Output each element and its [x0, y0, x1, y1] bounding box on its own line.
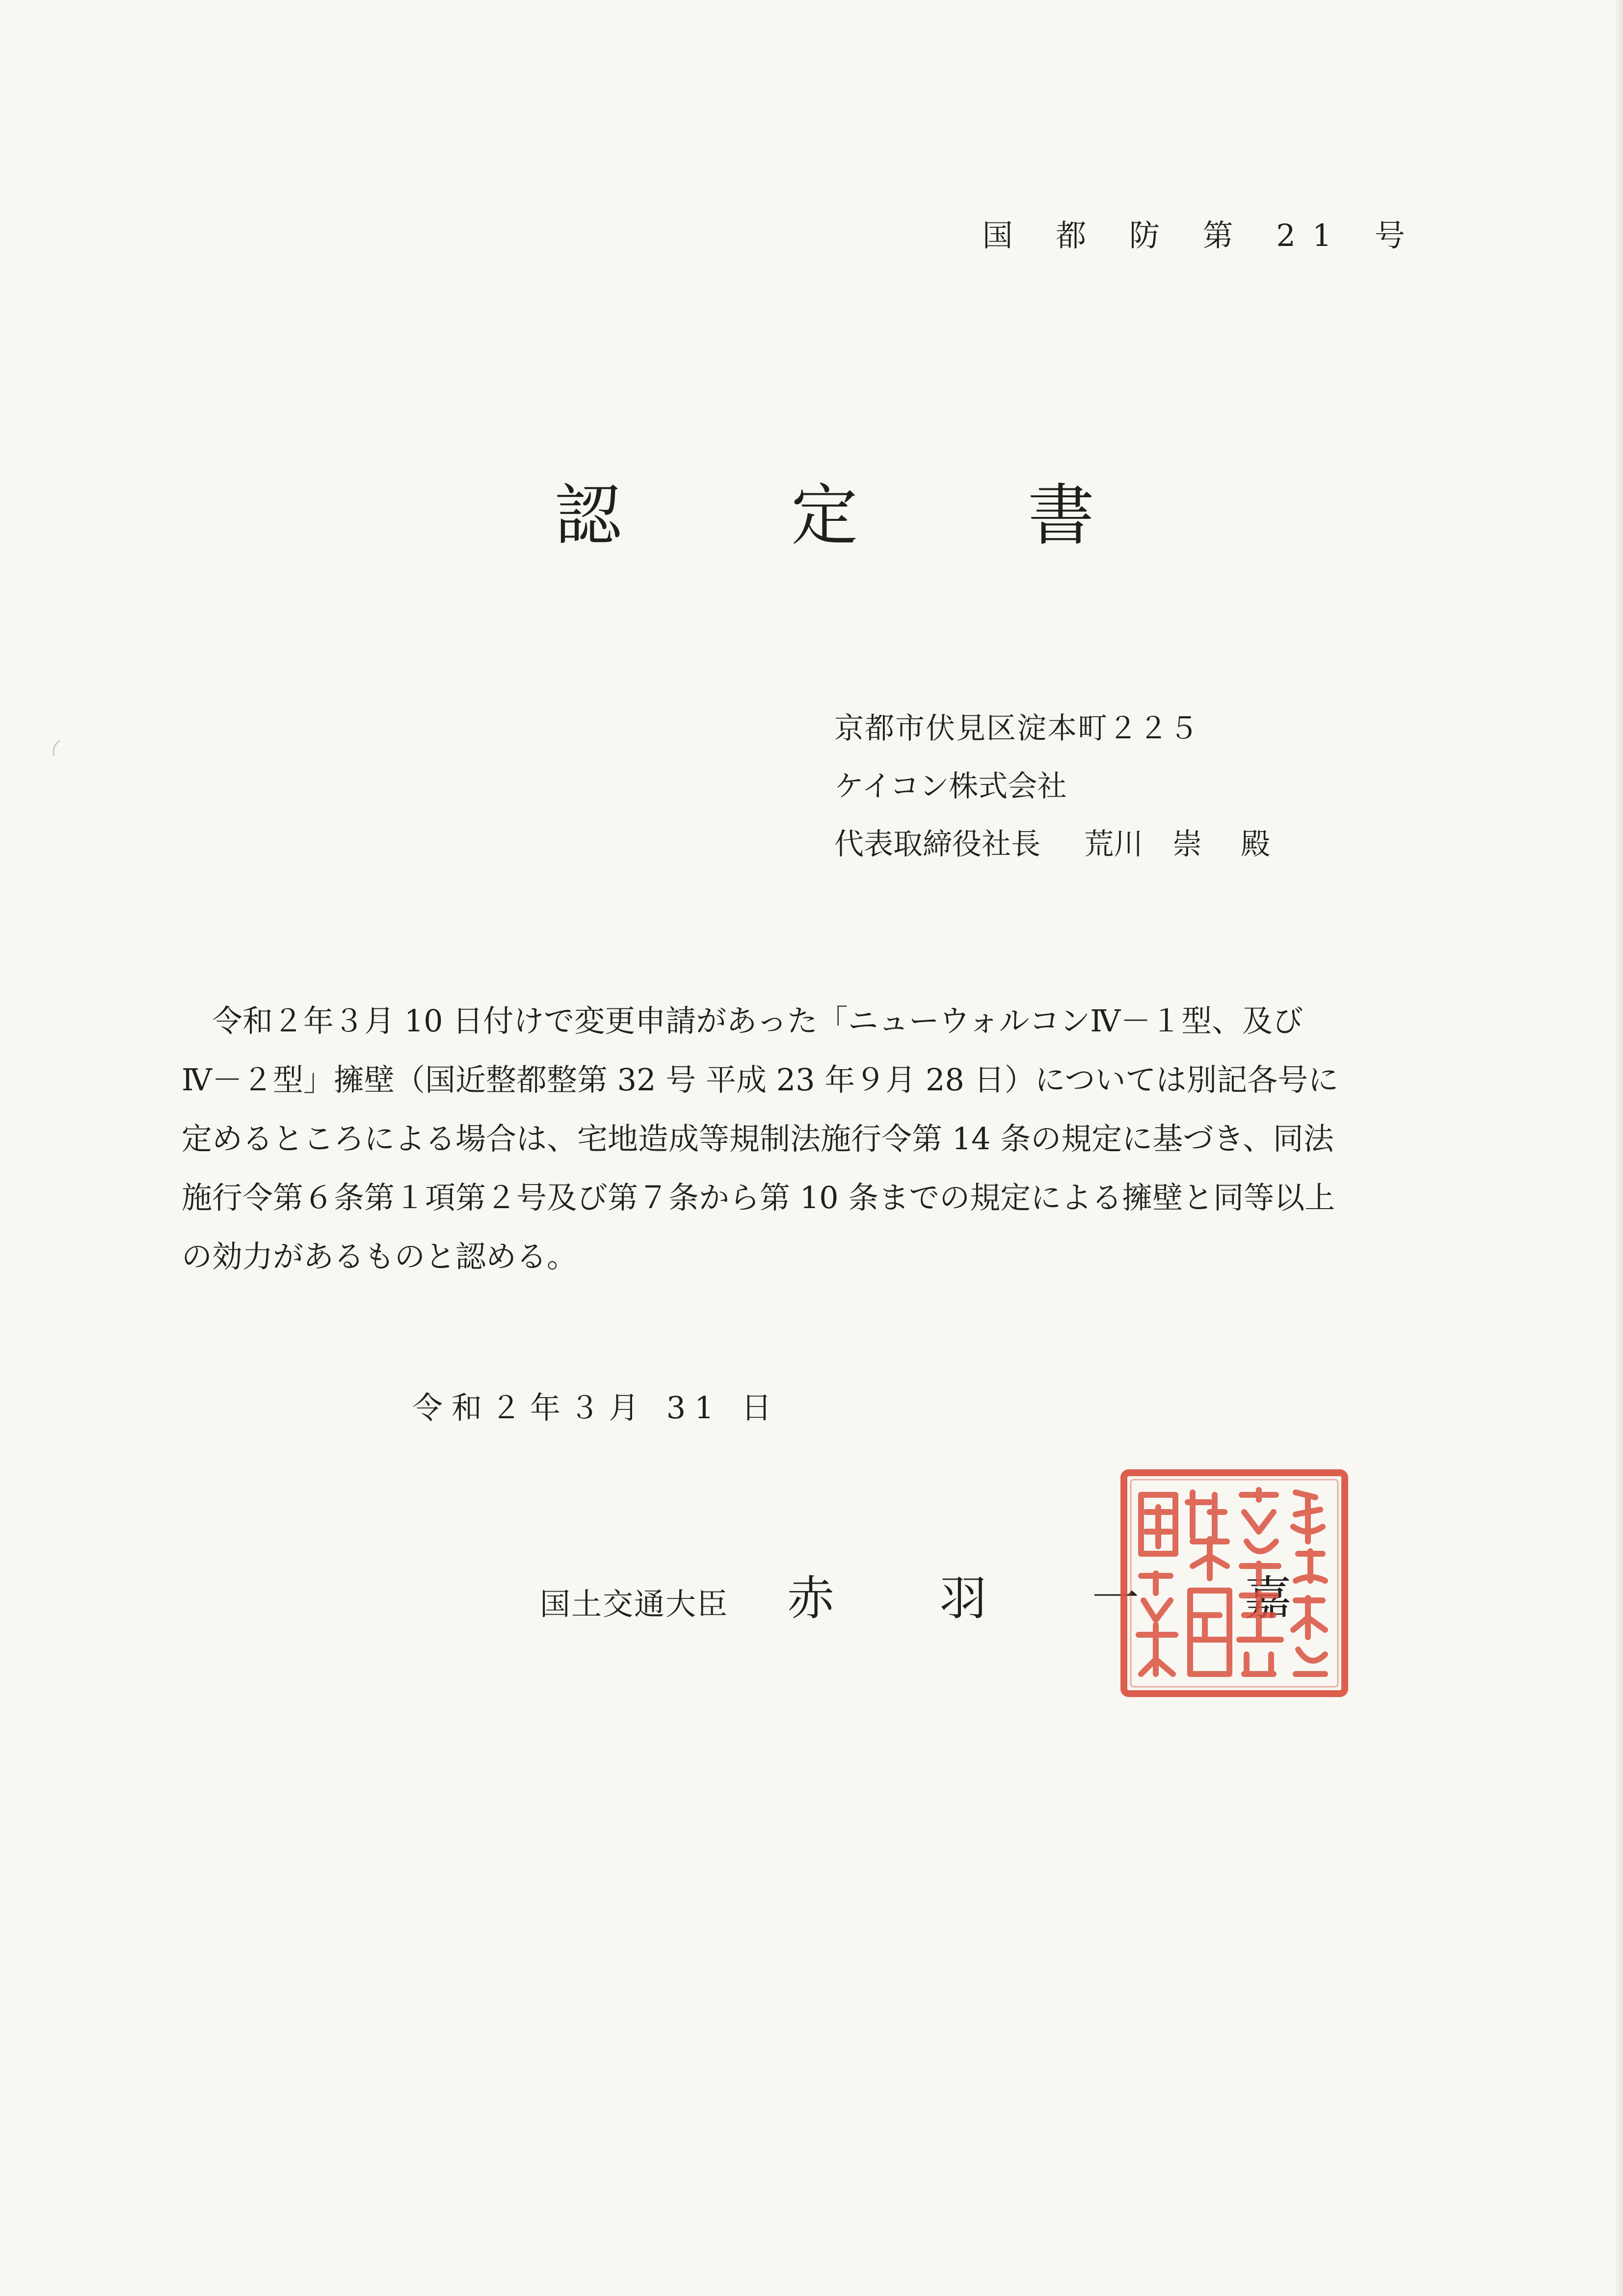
document-number: 国 都 防 第 21 号 [982, 217, 1422, 253]
representative-title: 代表取締役社長 [834, 827, 1040, 862]
title-char-1: 認 [555, 477, 621, 555]
page-edge-shadow [1616, 0, 1623, 2296]
body-line-2: Ⅳ－２型」擁壁（国近整都整第 32 号 平成 23 年９月 28 日）については別記各号に [182, 1062, 1339, 1098]
recipient-address: 京都市伏見区淀本町２２５ [834, 711, 1199, 746]
official-seal [1119, 1468, 1350, 1699]
recipient-company: ケイコン株式会社 [834, 769, 1067, 804]
body-line-4: 施行令第６条第１項第２号及び第７条から第 10 条までの規定による擁壁と同等以上 [182, 1180, 1335, 1216]
signer-name: 赤 羽 一 嘉 [787, 1571, 1337, 1626]
signer-office: 国土交通大臣 [540, 1586, 729, 1622]
certification-body [182, 992, 1428, 1286]
document-title [555, 461, 1094, 558]
seal-stamp-graphic [1119, 1468, 1350, 1699]
recipient-block [834, 700, 1270, 873]
title-char-3: 書 [1028, 477, 1094, 555]
issue-date: 令和２年３月 31 日 [412, 1390, 781, 1426]
body-line-1: 令和２年３月 10 日付けで変更申請があった「ニューウォルコンⅣ－１型、及び [212, 1003, 1304, 1039]
recipient-representative [834, 815, 1270, 873]
representative-name: 荒川 崇 [1084, 827, 1202, 862]
paper-speck-mark [49, 739, 64, 758]
body-line-3: 定めるところによる場合は、宅地造成等規制法施行令第 14 条の規定に基づき、同法 [182, 1121, 1334, 1157]
representative-honorific: 殿 [1241, 827, 1271, 862]
title-char-2: 定 [791, 477, 858, 555]
body-line-5: の効力があるものと認める。 [182, 1239, 578, 1274]
